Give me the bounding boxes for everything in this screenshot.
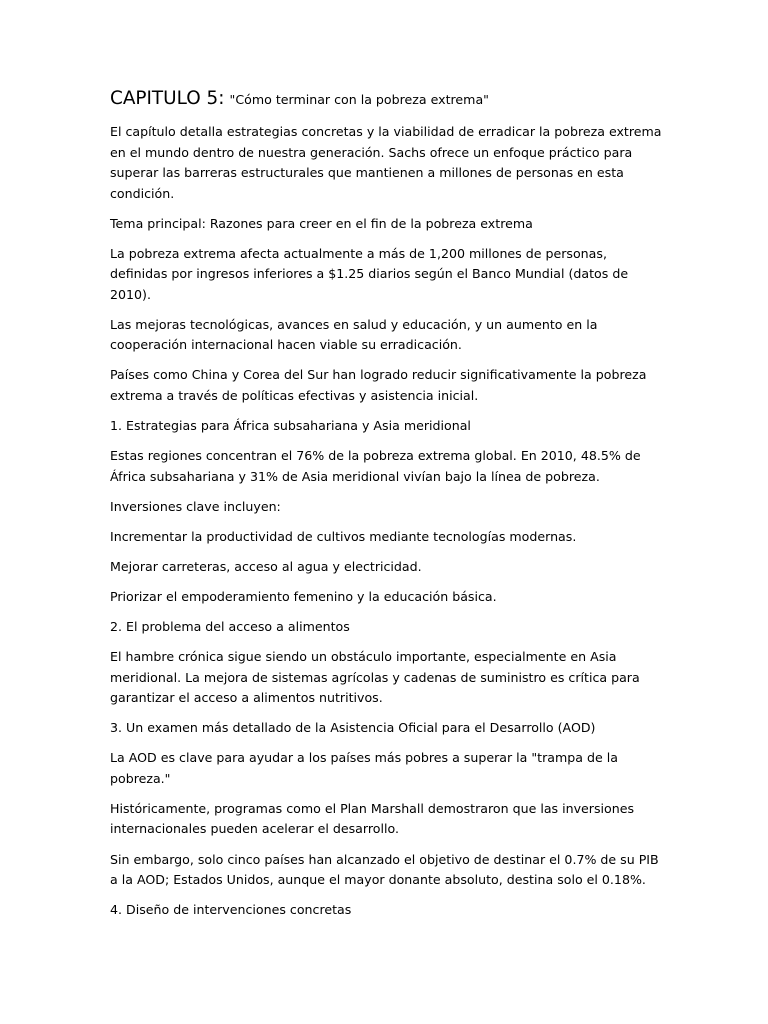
body-paragraph: Países como China y Corea del Sur han logrado reducir significativamente la pobreza extrema a través de políticas efectivas y asistencia inicial. bbox=[110, 367, 647, 403]
section-heading-3: 3. Un examen más detallado de la Asistencia Oficial para el Desarrollo (AOD) bbox=[110, 720, 596, 736]
document-page bbox=[110, 86, 662, 930]
body-paragraph: El hambre crónica sigue siendo un obstáculo importante, especialmente en Asia meridional. La mejora de sistemas agrícolas y cadenas de suministro es crítica para garantizar el acceso a alimentos nutritivos. bbox=[110, 649, 640, 706]
intro-paragraph: El capítulo detalla estrategias concretas y la viabilidad de erradicar la pobreza extrema en el mundo dentro de nuestra generación. Sachs ofrece un enfoque práctico para superar las barreras estructurales que mantienen a millones de personas en esta condición. bbox=[110, 124, 662, 201]
chapter-heading bbox=[110, 86, 662, 113]
section-heading-1: 1. Estrategias para África subsahariana y Asia meridional bbox=[110, 417, 471, 433]
section-heading-4: 4. Diseño de intervenciones concretas bbox=[110, 902, 352, 918]
body-paragraph: Estas regiones concentran el 76% de la pobreza extrema global. En 2010, 48.5% de África subsahariana y 31% de Asia meridional vivían bajo la línea de pobreza. bbox=[110, 448, 641, 484]
body-paragraph: Inversiones clave incluyen: bbox=[110, 498, 281, 514]
main-topic-line: Tema principal: Razones para creer en el fin de la pobreza extrema bbox=[110, 215, 533, 231]
body-paragraph: La AOD es clave para ayudar a los países más pobres a superar la "trampa de la pobreza." bbox=[110, 750, 618, 786]
chapter-title: "Cómo terminar con la pobreza extrema" bbox=[229, 92, 489, 107]
body-paragraph: Las mejoras tecnológicas, avances en salud y educación, y un aumento en la cooperación internacional hacen viable su erradicación. bbox=[110, 316, 598, 353]
list-item: Incrementar la productividad de cultivos mediante tecnologías modernas. bbox=[110, 528, 577, 544]
list-item: Mejorar carreteras, acceso al agua y electricidad. bbox=[110, 558, 422, 574]
list-item: Priorizar el empoderamiento femenino y la educación básica. bbox=[110, 588, 497, 604]
section-heading-2: 2. El problema del acceso a alimentos bbox=[110, 619, 350, 635]
body-paragraph: Sin embargo, solo cinco países han alcanzado el objetivo de destinar el 0.7% de su PIB a la AOD; Estados Unidos, aunque el mayor donante absoluto, destina solo el 0.18%. bbox=[110, 851, 659, 887]
body-paragraph: La pobreza extrema afecta actualmente a más de 1,200 millones de personas, definidas por ingresos inferiores a $1.25 diarios según el Banco Mundial (datos de 2010). bbox=[110, 245, 629, 302]
body-paragraph: Históricamente, programas como el Plan Marshall demostraron que las inversiones internacionales pueden acelerar el desarrollo. bbox=[110, 800, 635, 837]
chapter-label: CAPITULO 5: bbox=[110, 88, 225, 109]
